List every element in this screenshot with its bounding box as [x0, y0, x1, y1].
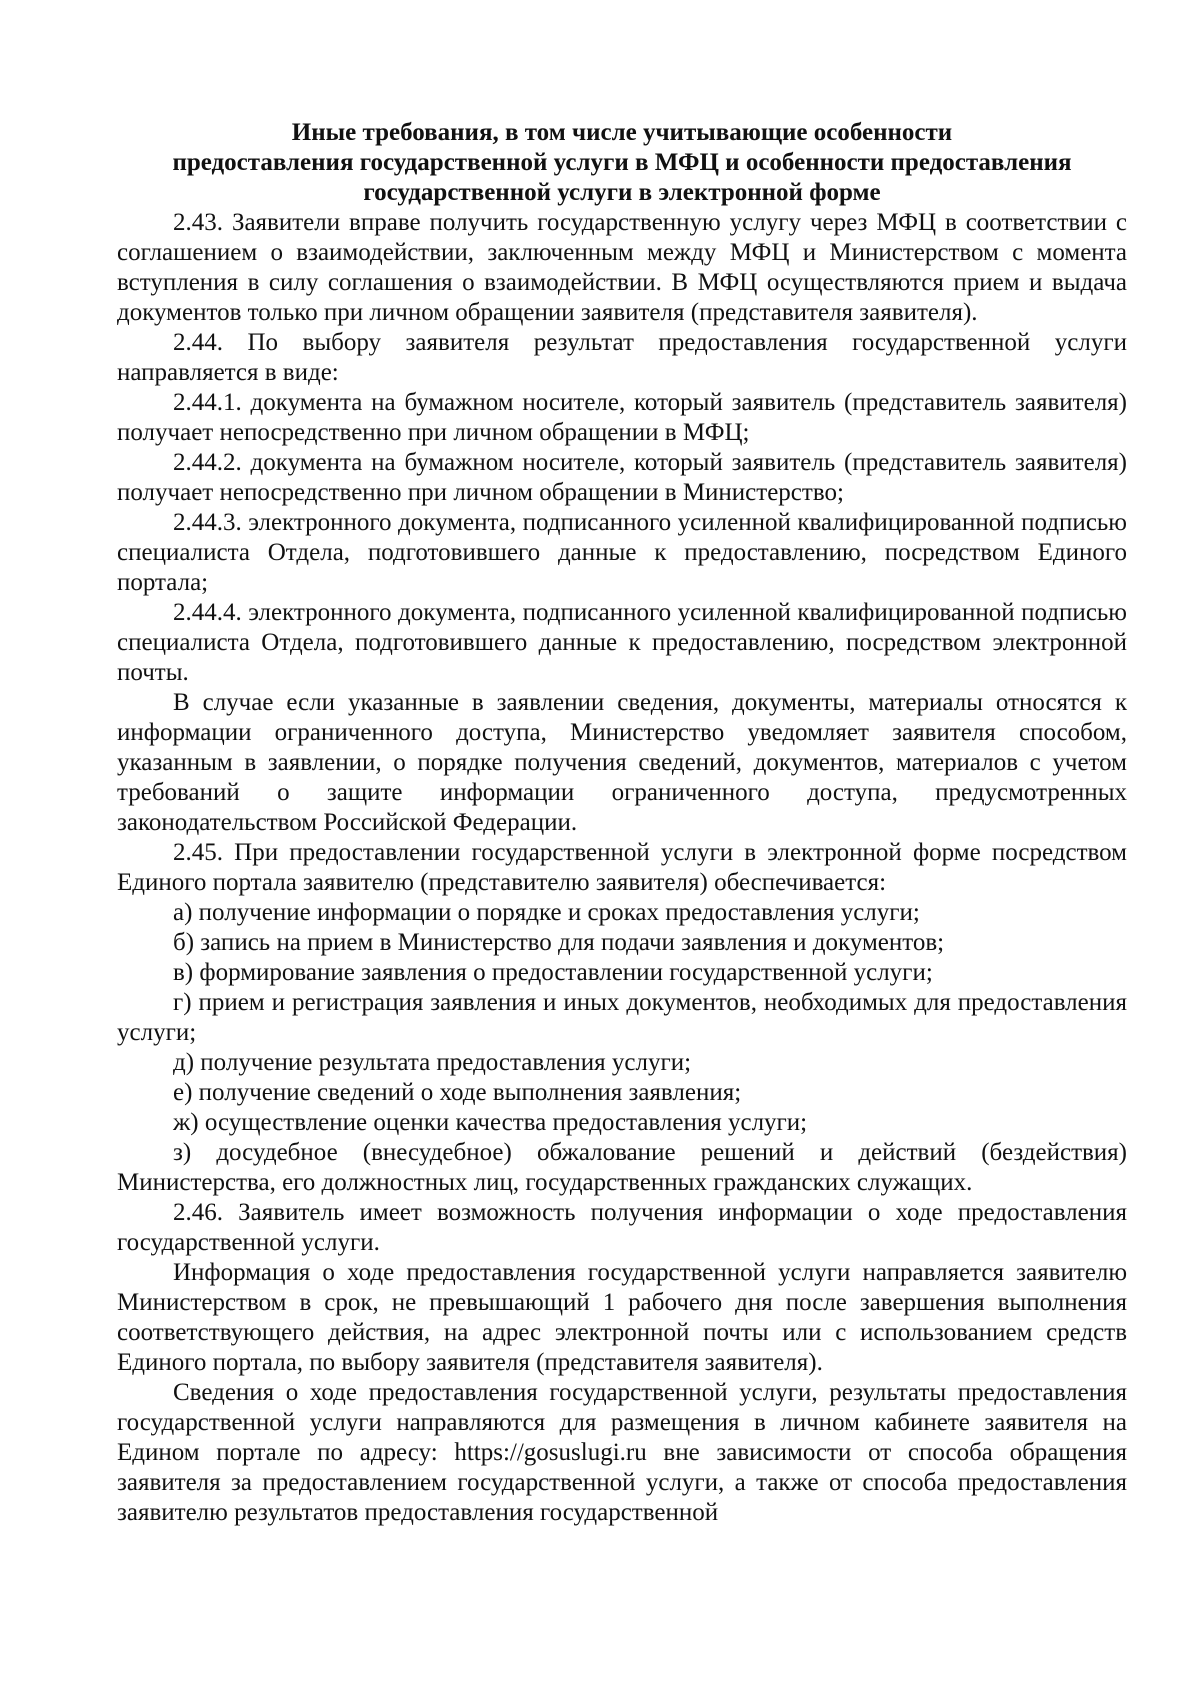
document-page	[117, 118, 1127, 1528]
list-item-g: г) прием и регистрация заявления и иных документов, необходимых для предоставления услуги;	[117, 989, 1127, 1046]
paragraph-2-44-4: 2.44.4. электронного документа, подписанного усиленной квалифицированной подписью специалиста Отдела, подготовившего данные к предоставлению, посредством электронной почты.	[117, 599, 1127, 686]
paragraph-2-44-1: 2.44.1. документа на бумажном носителе, который заявитель (представитель заявителя) получает непосредственно при личном обращении в МФЦ;	[117, 389, 1127, 446]
list-item-d: д) получение результата предоставления услуги;	[173, 1049, 692, 1076]
heading-line-2: предоставления государственной услуги в МФЦ и особенности предоставления	[172, 149, 1072, 176]
list-item-zh: ж) осуществление оценки качества предоставления услуги;	[173, 1109, 808, 1136]
paragraph-status-info: Сведения о ходе предоставления государственной услуги, результаты предоставления государственной услуги направляются для размещения в личном кабинете заявителя на Едином портале по адресу: https://gosuslugi.ru вне зависимости от способа обращения заявителя за предоставлением государственной услуги, а также от способа предоставления заявителю результатов предоставления государственной	[117, 1379, 1127, 1526]
list-item-v: в) формирование заявления о предоставлении государственной услуги;	[173, 959, 933, 986]
section-heading	[117, 118, 1127, 208]
heading-line-3: государственной услуги в электронной форме	[363, 179, 881, 206]
paragraph-2-45: 2.45. При предоставлении государственной услуги в электронной форме посредством Единого портала заявителю (представителю заявителя) обеспечивается:	[117, 839, 1127, 896]
paragraph-restricted-info: В случае если указанные в заявлении сведения, документы, материалы относятся к информации ограниченного доступа, Министерство уведомляет заявителя способом, указанным в заявлении, о порядке получения сведений, документов, материалов с учетом требований о защите информации ограниченного доступа, предусмотренных законодательством Российской Федерации.	[117, 689, 1127, 836]
list-item-b: б) запись на прием в Министерство для подачи заявления и документов;	[173, 929, 945, 956]
paragraph-2-44-3: 2.44.3. электронного документа, подписанного усиленной квалифицированной подписью специалиста Отдела, подготовившего данные к предоставлению, посредством Единого портала;	[117, 509, 1127, 596]
paragraph-2-44: 2.44. По выбору заявителя результат предоставления государственной услуги направляется в виде:	[117, 329, 1127, 386]
list-item-z: з) досудебное (внесудебное) обжалование решений и действий (бездействия) Министерства, его должностных лиц, государственных гражданских служащих.	[117, 1139, 1127, 1196]
paragraph-2-46: 2.46. Заявитель имеет возможность получения информации о ходе предоставления государственной услуги.	[117, 1199, 1127, 1256]
list-item-a: а) получение информации о порядке и сроках предоставления услуги;	[173, 899, 920, 926]
paragraph-progress-info: Информация о ходе предоставления государственной услуги направляется заявителю Министерством в срок, не превышающий 1 рабочего дня после завершения выполнения соответствующего действия, на адрес электронной почты или с использованием средств Единого портала, по выбору заявителя (представителя заявителя).	[117, 1259, 1127, 1376]
list-item-e: е) получение сведений о ходе выполнения заявления;	[173, 1079, 742, 1106]
paragraph-2-43: 2.43. Заявители вправе получить государственную услугу через МФЦ в соответствии с соглашением о взаимодействии, заключенным между МФЦ и Министерством с момента вступления в силу соглашения о взаимодействии. В МФЦ осуществляются прием и выдача документов только при личном обращении заявителя (представителя заявителя).	[117, 209, 1127, 326]
paragraph-2-44-2: 2.44.2. документа на бумажном носителе, который заявитель (представитель заявителя) получает непосредственно при личном обращении в Министерство;	[117, 449, 1127, 506]
heading-line-1: Иные требования, в том числе учитывающие особенности	[291, 119, 953, 146]
